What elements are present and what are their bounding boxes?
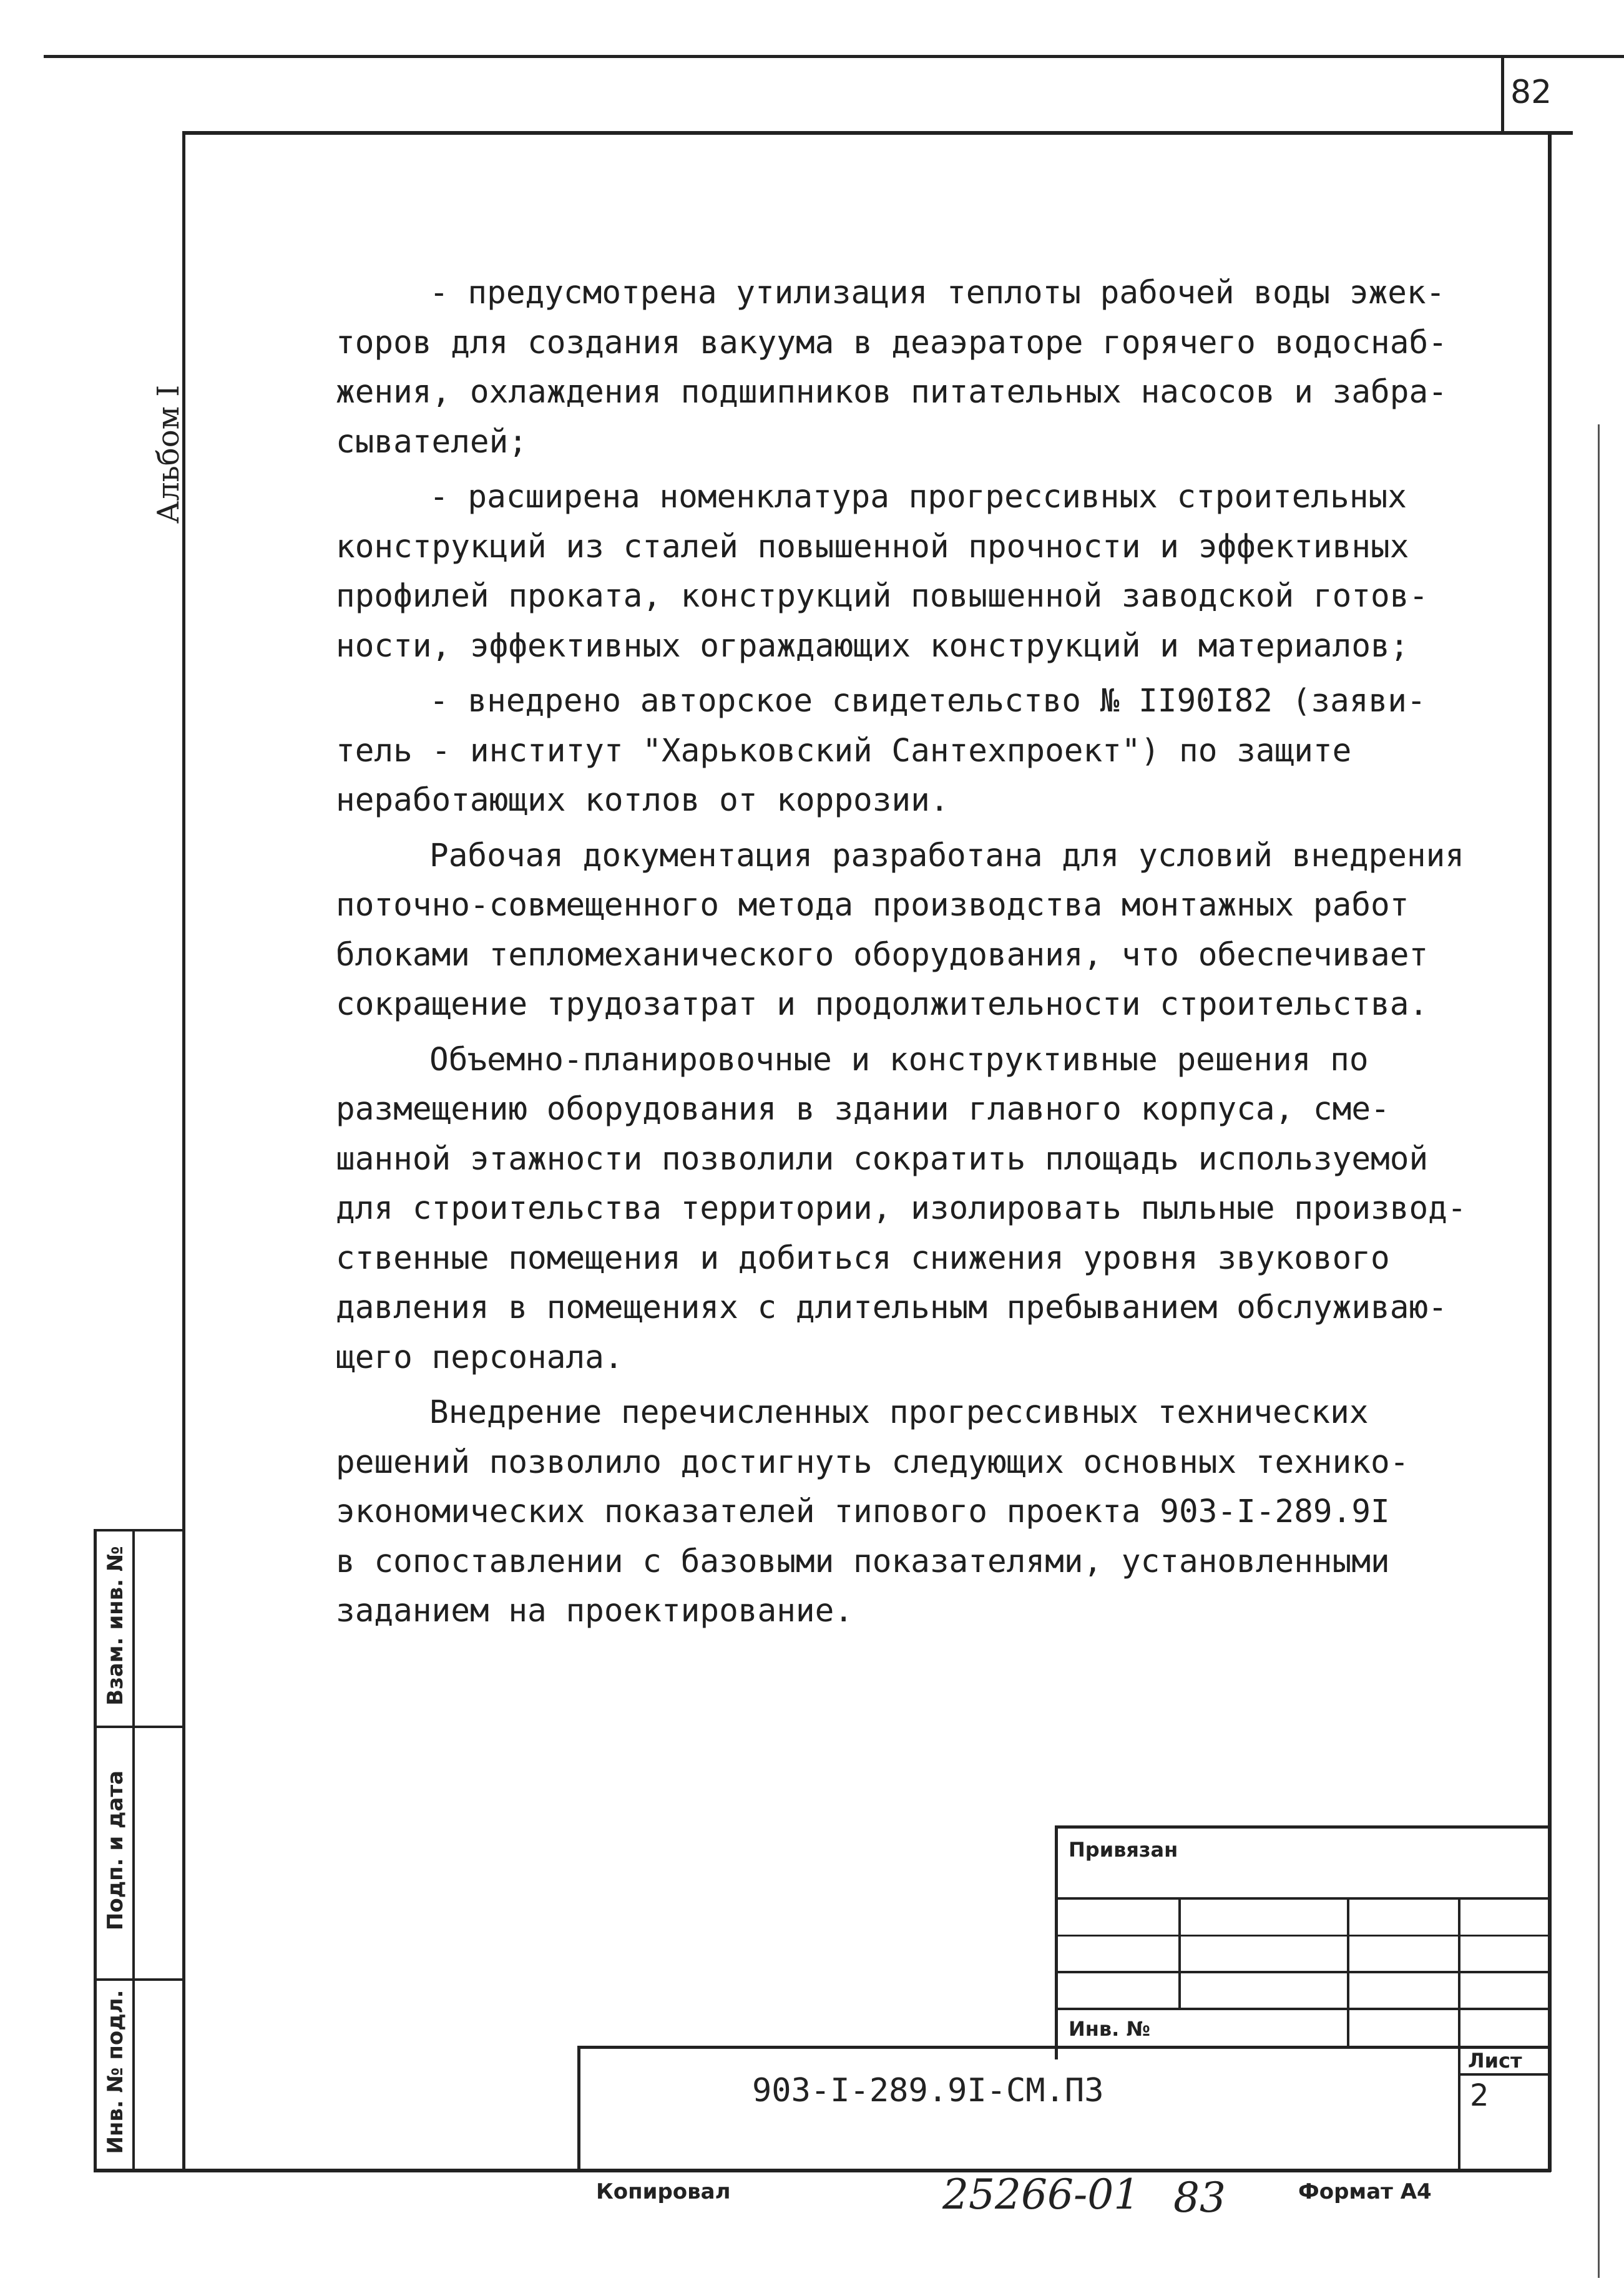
podp-data-label: Подп. и дата: [103, 1770, 128, 1931]
vzam-inv-label: Взам. инв. №: [103, 1546, 128, 1706]
privyazan-col-2: [1347, 1897, 1349, 2047]
frame-bottom: [94, 2169, 1551, 2172]
paragraph-4: Рабочая документация разработана для условий внедрения поточно-совмещенного метода производства монтажных работ блоками тепломеханического оборудования, что обеспечивает сокращение трудозатрат и продолжительности строительства.: [336, 837, 1465, 1023]
top-border: [44, 55, 1624, 58]
privyazan-row-1: [1055, 1897, 1551, 1900]
right-edge-line: [1598, 424, 1600, 2278]
privyazan-label: Привязан: [1069, 1838, 1178, 1862]
handwritten-number-2: 83: [1173, 2174, 1226, 2222]
handwritten-number: 25266-01: [942, 2171, 1140, 2219]
side-stamp-left: [94, 1529, 97, 2172]
privyazan-top: [1055, 1825, 1551, 1829]
paragraph-6: Внедрение перечисленных прогрессивных технических решений позволило достигнуть следующих основных технико- экономических показателей типового проекта 903-I-289.9I в сопоставлении с базовыми показателями, установленными заданием на проектирование.: [336, 1394, 1409, 1629]
sheet-divider: [1458, 2046, 1460, 2171]
paragraph-5: Объемно-планировочные и конструктивные решения по размещению оборудования в здании главного корпуса, сме- шанной этажности позволили сократить площадь используемой для строительства территории, изолировать пыльные производ- ственные помещения и добиться снижения уровня звукового давления в помещениях с длительным пребыванием обслуживаю- щего персонала.: [336, 1041, 1467, 1376]
page-number-box-left: [1501, 55, 1504, 133]
kopiroval-label: Копировал: [596, 2179, 731, 2204]
paragraph-3: - внедрено авторское свидетельство № II90I82 (заяви- тель - институт "Харьковский Сантехпроект") по защите неработающих котлов от коррозии.: [336, 683, 1426, 819]
privyazan-row-4: [1055, 2008, 1551, 2010]
privyazan-left: [1055, 1825, 1058, 2059]
paragraph-1: - предусмотрена утилизация теплоты рабочей воды эжек- торов для создания вакуума в деаэраторе горячего водоснаб- жения, охлаждения подшипников питательных насосов и забра- сывателей;: [336, 275, 1447, 461]
album-label: Альбом I: [151, 384, 186, 524]
body-text: [336, 268, 1509, 1642]
format-label: Формат А4: [1298, 2179, 1432, 2204]
sheet-number: 2: [1470, 2078, 1489, 2113]
paragraph-2: - расширена номенклатура прогрессивных строительных конструкций из сталей повышенной прочности и эффективных профилей проката, конструкций повышенной заводской готов- ности, эффективных ограждающих конструкций и материалов;: [336, 479, 1429, 665]
doc-box-left: [577, 2046, 580, 2171]
sheet-label-underline: [1458, 2073, 1552, 2076]
side-stamp-line-1: [94, 1726, 184, 1728]
doc-code: 903-I-289.9I-СМ.ПЗ: [752, 2072, 1104, 2109]
side-stamp-top: [94, 1529, 184, 1531]
sheet-label: Лист: [1468, 2049, 1522, 2073]
inv-podl-label: Инв. № подл.: [103, 1990, 128, 2154]
side-stamp-line-2: [94, 1978, 184, 1981]
side-stamp-divider: [132, 1529, 135, 2172]
frame-right: [1548, 131, 1552, 2172]
privyazan-col-1: [1178, 1897, 1181, 2010]
privyazan-row-3: [1055, 1971, 1551, 1973]
privyazan-col-3: [1458, 1897, 1460, 2047]
doc-box-top: [577, 2046, 1551, 2049]
privyazan-row-2: [1055, 1935, 1551, 1937]
page-number: 82: [1510, 74, 1552, 111]
inv-no-label: Инв. №: [1069, 2017, 1150, 2041]
frame-top: [182, 131, 1573, 135]
